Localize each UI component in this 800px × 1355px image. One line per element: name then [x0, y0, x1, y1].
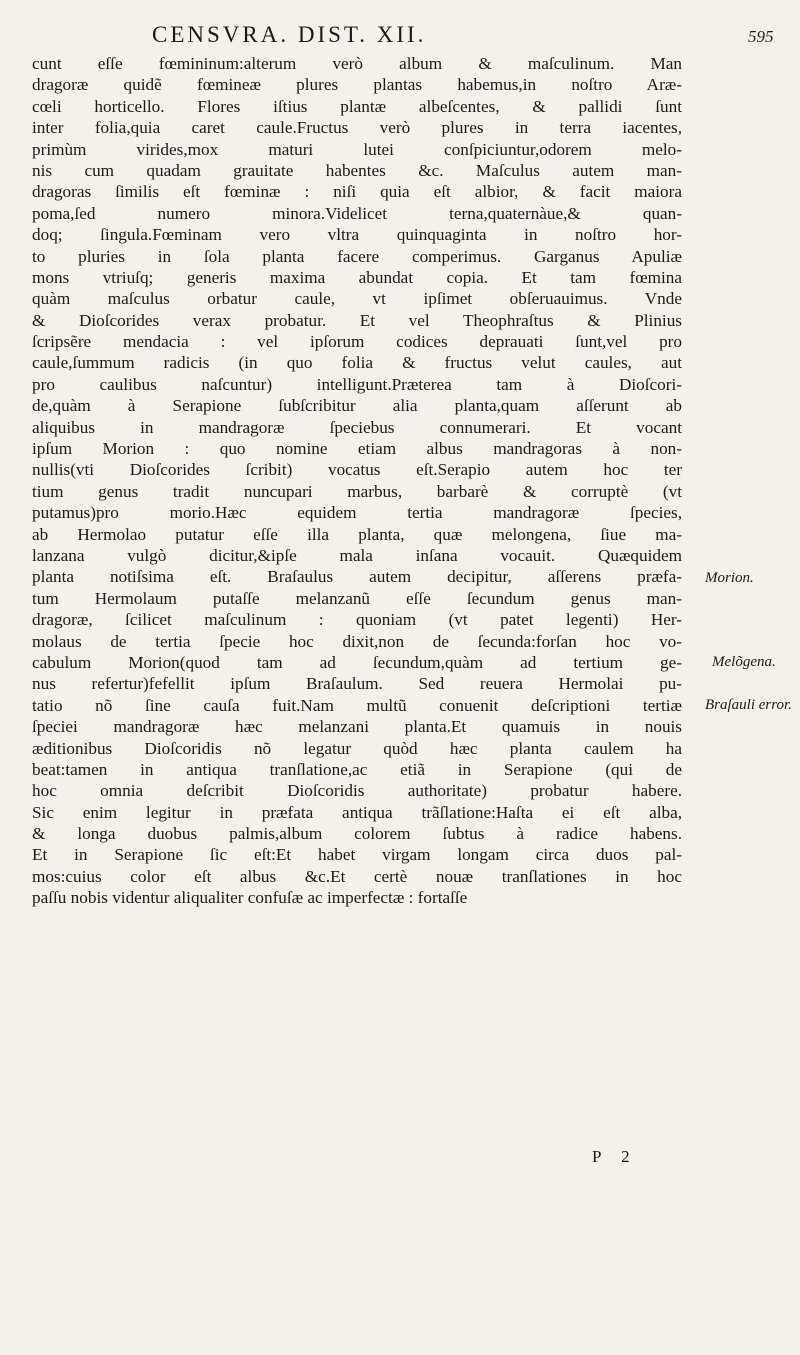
- page-number: 595: [748, 27, 774, 46]
- text-line: tium genus tradit nuncupari marbus, barbarè & corruptè (vt: [32, 481, 682, 501]
- text-line: molaus de tertia ſpecie hoc dixit,non de ſecunda:forſan hoc vo-: [32, 631, 682, 651]
- text-line: ab Hermolao putatur eſſe illa planta, quæ melongena, ſiue ma-: [32, 524, 682, 544]
- text-line: mos:cuius color eſt albus &c.Et certè nouæ tranſlationes in hoc: [32, 866, 682, 886]
- text-line: dragoras ſimilis eſt fœminæ : niſi quia eſt albior, & facit maiora: [32, 182, 682, 202]
- text-line: cunt eſſe fœmininum:alterum verò album & maſculinum. Man: [32, 54, 682, 73]
- running-head: CENSVRA. DIST. XII.: [152, 22, 427, 47]
- text-line: aliquibus in mandragoræ ſpeciebus connumerari. Et vocant: [32, 417, 682, 437]
- text-line: to pluries in ſola planta facere comperimus. Garganus Apuliæ: [32, 246, 682, 266]
- text-line: primùm virides,mox maturi lutei conſpiciuntur,odorem melo-: [32, 139, 682, 159]
- body-text: [32, 53, 682, 909]
- text-line: & longa duobus palmis,album colorem ſubtus à radice habens.: [32, 824, 682, 844]
- text-line: poma,ſed numero minora.Videlicet terna,quaternàue,& quan-: [32, 203, 682, 223]
- text-line: pro caulibus naſcuntur) intelligunt.Præterea tam à Dioſcori-: [32, 374, 682, 394]
- text-line: dragoræ, ſcilicet maſculinum : quoniam (vt patet legenti) Her-: [32, 610, 682, 630]
- text-line: Sic enim legitur in præfata antiqua trãſlatione:Haſta ei eſt alba,: [32, 802, 682, 822]
- text-line: cœli horticello. Flores iſtius plantæ albeſcentes, & pallidi ſunt: [32, 96, 682, 116]
- text-line: æditionibus Dioſcoridis nõ legatur quòd hæc planta caulem ha: [32, 738, 682, 758]
- text-line: nus refertur)fefellit ipſum Braſaulum. Sed reuera Hermolai pu-: [32, 674, 682, 694]
- text-line: planta notiſsima eſt. Braſaulus autem decipitur, aſſerens præfa-: [32, 567, 682, 587]
- text-line: quàm maſculus orbatur caule, vt ipſimet obſeruauimus. Vnde: [32, 289, 682, 309]
- text-line: tum Hermolaum putaſſe melanzanũ eſſe ſecundum genus man-: [32, 588, 682, 608]
- text-line: tatio nõ ſine cauſa fuit.Nam multũ conuenit deſcriptioni tertiæ: [32, 695, 682, 715]
- text-line: inter folia,quia caret caule.Fructus verò plures in terra iacentes,: [32, 118, 682, 138]
- text-line: beat:tamen in antiqua tranſlatione,ac etiã in Serapione (qui de: [32, 759, 682, 779]
- text-line: ſcripsẽre mendacia : vel ipſorum codices deprauati ſunt,vel pro: [32, 332, 682, 352]
- text-line: paſſu nobis videntur aliqualiter confuſæ ac imperfectæ : fortaſſe: [32, 888, 468, 908]
- margin-note-morion: Morion.: [705, 570, 754, 586]
- text-line: dragoræ quidẽ fœmineæ plures plantas habemus,in noſtro Aræ-: [32, 75, 682, 95]
- text-line: Et in Serapione ſic eſt:Et habet virgam longam circa duos pal-: [32, 845, 682, 865]
- signature-mark: P 2: [592, 1147, 638, 1166]
- text-line: ipſum Morion : quo nomine etiam albus mandragoras à non-: [32, 439, 682, 459]
- text-line: ſpeciei mandragoræ hæc melanzani planta.Et quamuis in nouis: [32, 717, 682, 737]
- page-header: [0, 22, 800, 52]
- text-line: doq; ſingula.Fœminam vero vltra quinquaginta in noſtro hor-: [32, 225, 682, 245]
- text-line: lanzana vulgò dicitur,&ipſe mala inſana vocauit. Quæquidem: [32, 545, 682, 565]
- text-line: nullis(vti Dioſcorides ſcribit) vocatus eſt.Serapio autem hoc ter: [32, 460, 682, 480]
- text-line: de,quàm à Serapione ſubſcribitur alia planta,quam aſſerunt ab: [32, 396, 682, 416]
- margin-note-melogena: Melõgena.: [712, 654, 776, 670]
- text-line: cabulum Morion(quod tam ad ſecundum,quàm ad tertium ge-: [32, 652, 682, 672]
- text-line: & Dioſcorides verax probatur. Et vel Theophraſtus & Plinius: [32, 310, 682, 330]
- text-line: hoc omnia deſcribit Dioſcoridis authoritate) probatur habere.: [32, 781, 682, 801]
- margin-note-brasauli-error: Braſauli error.: [705, 697, 792, 713]
- text-line: caule,ſummum radicis (in quo folia & fructus velut caules, aut: [32, 353, 682, 373]
- text-line: mons vtriuſq; generis maxima abundat copia. Et tam fœmina: [32, 267, 682, 287]
- text-line: nis cum quadam grauitate habentes &c. Maſculus autem man-: [32, 160, 682, 180]
- text-line: putamus)pro morio.Hæc equidem tertia mandragoræ ſpecies,: [32, 503, 682, 523]
